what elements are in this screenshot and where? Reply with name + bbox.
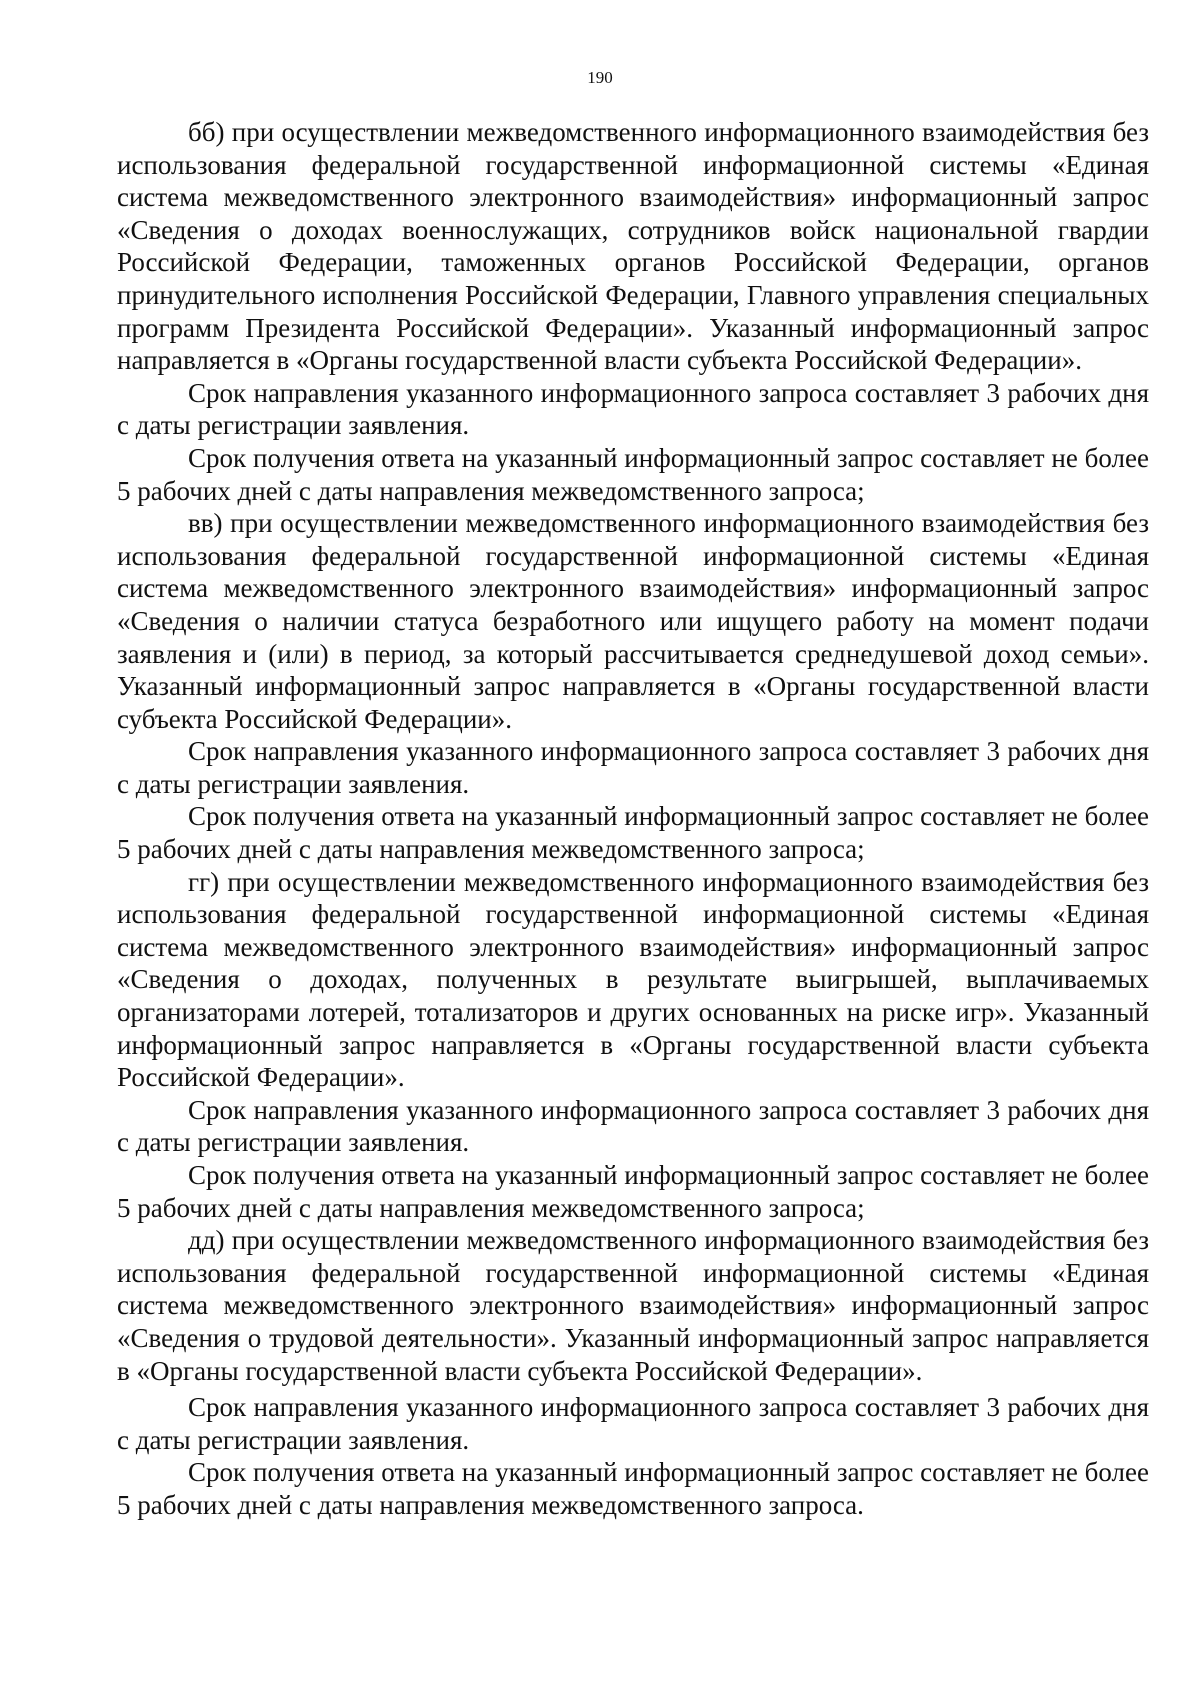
paragraph-send-deadline: Срок направления указанного информационного запроса составляет 3 рабочих дня с даты регистрации заявления. [117,377,1149,441]
paragraph-gg-request: гг) при осуществлении межведомственного информационного взаимодействия без использования федеральной государственной информационной системы «Единая система межведомственного электронного взаимодействия» информационный запрос «Сведения о доходах, полученных в результате выигрышей, выплачиваемых организаторами лотерей, тотализаторов и других основанных на риске игр». Указанный информационный запрос направляется в «Органы государственной власти субъекта Российской Федерации». [117,866,1149,1093]
paragraph-response-deadline: Срок получения ответа на указанный информационный запрос составляет не более 5 рабочих дней с даты направления межведомственного запроса; [117,442,1149,506]
paragraph-send-deadline: Срок направления указанного информационного запроса составляет 3 рабочих дня с даты регистрации заявления. [117,1392,1149,1455]
document-body [117,116,1149,1522]
paragraph-send-deadline: Срок направления указанного информационного запроса составляет 3 рабочих дня с даты регистрации заявления. [117,1094,1149,1158]
paragraph-bb-request: бб) при осуществлении межведомственного информационного взаимодействия без использования федеральной государственной информационной системы «Единая система межведомственного электронного взаимодействия» информационный запрос «Сведения о доходах военнослужащих, сотрудников войск национальной гвардии Российской Федерации, таможенных органов Российской Федерации, органов принудительного исполнения Российской Федерации, Главного управления специальных программ Президента Российской Федерации». Указанный информационный запрос направляется в «Органы государственной власти субъекта Российской Федерации». [117,117,1149,376]
paragraph-response-deadline: Срок получения ответа на указанный информационный запрос составляет не более 5 рабочих дней с даты направления межведомственного запроса. [117,1457,1149,1520]
paragraph-response-deadline: Срок получения ответа на указанный информационный запрос составляет не более 5 рабочих дней с даты направления межведомственного запроса; [117,801,1149,865]
page-number: 190 [587,68,613,87]
paragraph-response-deadline: Срок получения ответа на указанный информационный запрос составляет не более 5 рабочих дней с даты направления межведомственного запроса; [117,1160,1149,1223]
paragraph-vv-request: вв) при осуществлении межведомственного информационного взаимодействия без использования федеральной государственной информационной системы «Единая система межведомственного электронного взаимодействия» информационный запрос «Сведения о наличии статуса безработного или ищущего работу на момент подачи заявления и (или) в период, за который рассчитывается среднедушевой доход семьи». Указанный информационный запрос направляется в «Органы государственной власти субъекта Российской Федерации». [117,508,1149,734]
paragraph-send-deadline: Срок направления указанного информационного запроса составляет 3 рабочих дня с даты регистрации заявления. [117,736,1149,799]
paragraph-dd-request: дд) при осуществлении межведомственного информационного взаимодействия без использования федеральной государственной информационной системы «Единая система межведомственного электронного взаимодействия» информационный запрос «Сведения о трудовой деятельности». Указанный информационный запрос направляется в «Органы государственной власти субъекта Российской Федерации». [117,1225,1149,1386]
